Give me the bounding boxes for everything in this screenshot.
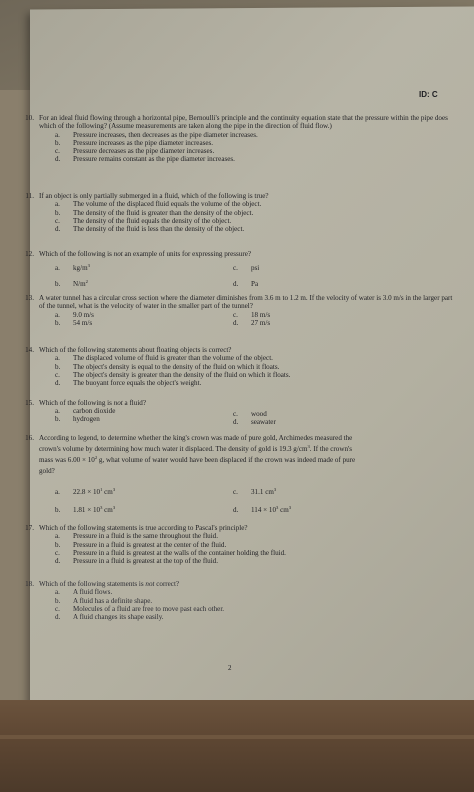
options-grid xyxy=(39,311,456,327)
option-c: wood xyxy=(251,410,267,419)
option-a: carbon dioxide xyxy=(73,407,116,416)
question-number: 16. xyxy=(25,434,34,442)
question-number: 11. xyxy=(25,192,34,200)
option-b: b. Pressure increases as the pipe diameter increases. xyxy=(55,138,214,147)
question-number: 18. xyxy=(25,580,34,588)
option-d: $114 \times 10^3$ $cm^3$ xyxy=(251,505,292,514)
option-c: 31.1 $cm^3$ xyxy=(251,487,277,496)
option-b: b. The density of the fluid is greater than the density of the object. xyxy=(55,208,254,217)
option-a: a. The displaced volume of fluid is greater than the volume of the object. xyxy=(55,354,273,363)
question-number: 13. xyxy=(25,294,34,302)
option-a: $22.8 \times 10^1$ $cm^3$ xyxy=(73,487,116,496)
question-18 xyxy=(18,580,456,621)
question-16 xyxy=(18,433,456,513)
option-c-letter: c. xyxy=(233,310,238,319)
question-text: If an object is only partially submerged in a fluid, which of the following is true? xyxy=(39,192,269,200)
question-number: 15. xyxy=(25,399,34,407)
question-number: 14. xyxy=(25,346,34,354)
question-text: Which of the following statements about floating objects is correct? xyxy=(39,346,232,354)
options-grid xyxy=(39,258,456,290)
option-b: b. Pressure in a fluid is greatest at the center of the fluid. xyxy=(55,540,227,549)
question-text: Which of the following is not an example of units for expressing pressure? xyxy=(39,250,251,258)
question-12 xyxy=(18,250,456,290)
option-d: d. The density of the fluid is less than the density of the object. xyxy=(55,225,245,234)
option-c: psi xyxy=(251,264,260,273)
option-d-letter: d. xyxy=(233,280,239,289)
option-c: c. Molecules of a fluid are free to move past each other. xyxy=(55,604,225,613)
option-d: Pa xyxy=(251,280,259,289)
option-b-letter: b. xyxy=(55,415,61,424)
option-b-letter: b. xyxy=(55,280,61,289)
options-grid xyxy=(39,407,456,427)
option-d: d. The buoyant force equals the object's weight. xyxy=(55,379,202,388)
option-c: c. The object's density is greater than the density of the fluid on which it floats. xyxy=(55,370,291,379)
id-label: ID: C xyxy=(419,90,438,99)
question-text: Which of the following statements is not correct? xyxy=(39,580,180,588)
option-d-letter: d. xyxy=(233,418,239,427)
question-number: 12. xyxy=(25,250,34,258)
option-a: a. A fluid flows. xyxy=(55,588,113,597)
option-a: 9.0 m/s xyxy=(73,310,94,319)
option-d: 27 m/s xyxy=(251,318,271,327)
question-15 xyxy=(18,399,456,427)
options-grid xyxy=(39,477,456,513)
option-c: c. Pressure in a fluid is greatest at the walls of the container holding the fluid. xyxy=(55,548,286,557)
option-a: a. The volume of the displaced fluid equals the volume of the object. xyxy=(55,200,262,209)
option-d: d. Pressure in a fluid is greatest at the top of the fluid. xyxy=(55,557,218,566)
option-a: a. Pressure increases, then decreases as the pipe diameter increases. xyxy=(55,130,258,139)
page-number: 2 xyxy=(228,664,232,672)
question-14 xyxy=(18,346,456,387)
option-b: $N/m^2$ xyxy=(73,279,88,289)
option-c-letter: c. xyxy=(233,410,238,419)
question-text: Which of the following statements is true according to Pascal's principle? xyxy=(39,524,248,532)
question-13 xyxy=(18,294,456,327)
question-text: For an ideal fluid flowing through a horizontal pipe, Bernoulli's principle and the continuity equation state that the pressure within the pipe does which of the following? (Assume measurements are taken along the pipe in the direction of fluid flow.) xyxy=(39,114,448,131)
option-d-letter: d. xyxy=(233,506,239,514)
option-a-letter: a. xyxy=(55,264,60,273)
option-a-letter: a. xyxy=(55,488,60,496)
option-c: 18 m/s xyxy=(251,310,271,319)
question-number: 17. xyxy=(25,524,34,532)
option-b-letter: b. xyxy=(55,506,61,514)
option-c-letter: c. xyxy=(233,488,238,496)
question-text: According to legend, to determine whether the king's crown was made of pure gold, Archimedes measured the crown's volume by determining how much water it displaced. The density of gold is 19.3 $g/cm^3$. If the crown's mass was $6.00 \times 10^2$ g, what volume of water would have been displaced if the crown was indeed made of pure gold? xyxy=(39,434,356,475)
option-c: c. Pressure decreases as the pipe diameter increases. xyxy=(55,147,215,156)
option-a: a. Pressure in a fluid is the same throughout the fluid. xyxy=(55,532,219,541)
question-11 xyxy=(18,192,456,233)
question-text: Which of the following is not a fluid? xyxy=(39,399,146,407)
option-a: $kg/m^3$ xyxy=(73,263,90,273)
option-d: d. A fluid changes its shape easily. xyxy=(55,613,164,622)
option-c-letter: c. xyxy=(233,264,238,273)
option-d-letter: d. xyxy=(233,318,239,327)
option-a-letter: a. xyxy=(55,310,60,319)
option-b: 54 m/s xyxy=(73,318,93,327)
option-b-letter: b. xyxy=(55,318,61,327)
option-b: $1.81 \times 10^3$ $cm^3$ xyxy=(73,505,116,514)
option-a-letter: a. xyxy=(55,407,60,416)
option-d: d. Pressure remains constant as the pipe diameter increases. xyxy=(55,155,235,164)
option-b: b. The object's density is equal to the density of the fluid on which it floats. xyxy=(55,362,280,371)
option-b: b. A fluid has a definite shape. xyxy=(55,596,153,605)
question-number: 10. xyxy=(25,114,34,122)
question-10 xyxy=(18,114,456,164)
option-b: hydrogen xyxy=(73,415,100,424)
option-d: seawater xyxy=(251,418,276,427)
option-c: c. The density of the fluid equals the density of the object. xyxy=(55,216,232,225)
question-17 xyxy=(18,524,456,565)
question-text: A water tunnel has a circular cross section where the diameter diminishes from 3.6 m to 1.2 m. If the velocity of water is 3.0 m/s in the larger part of the tunnel, what is the velocity of water in the smaller part of the tunnel? xyxy=(39,294,453,311)
